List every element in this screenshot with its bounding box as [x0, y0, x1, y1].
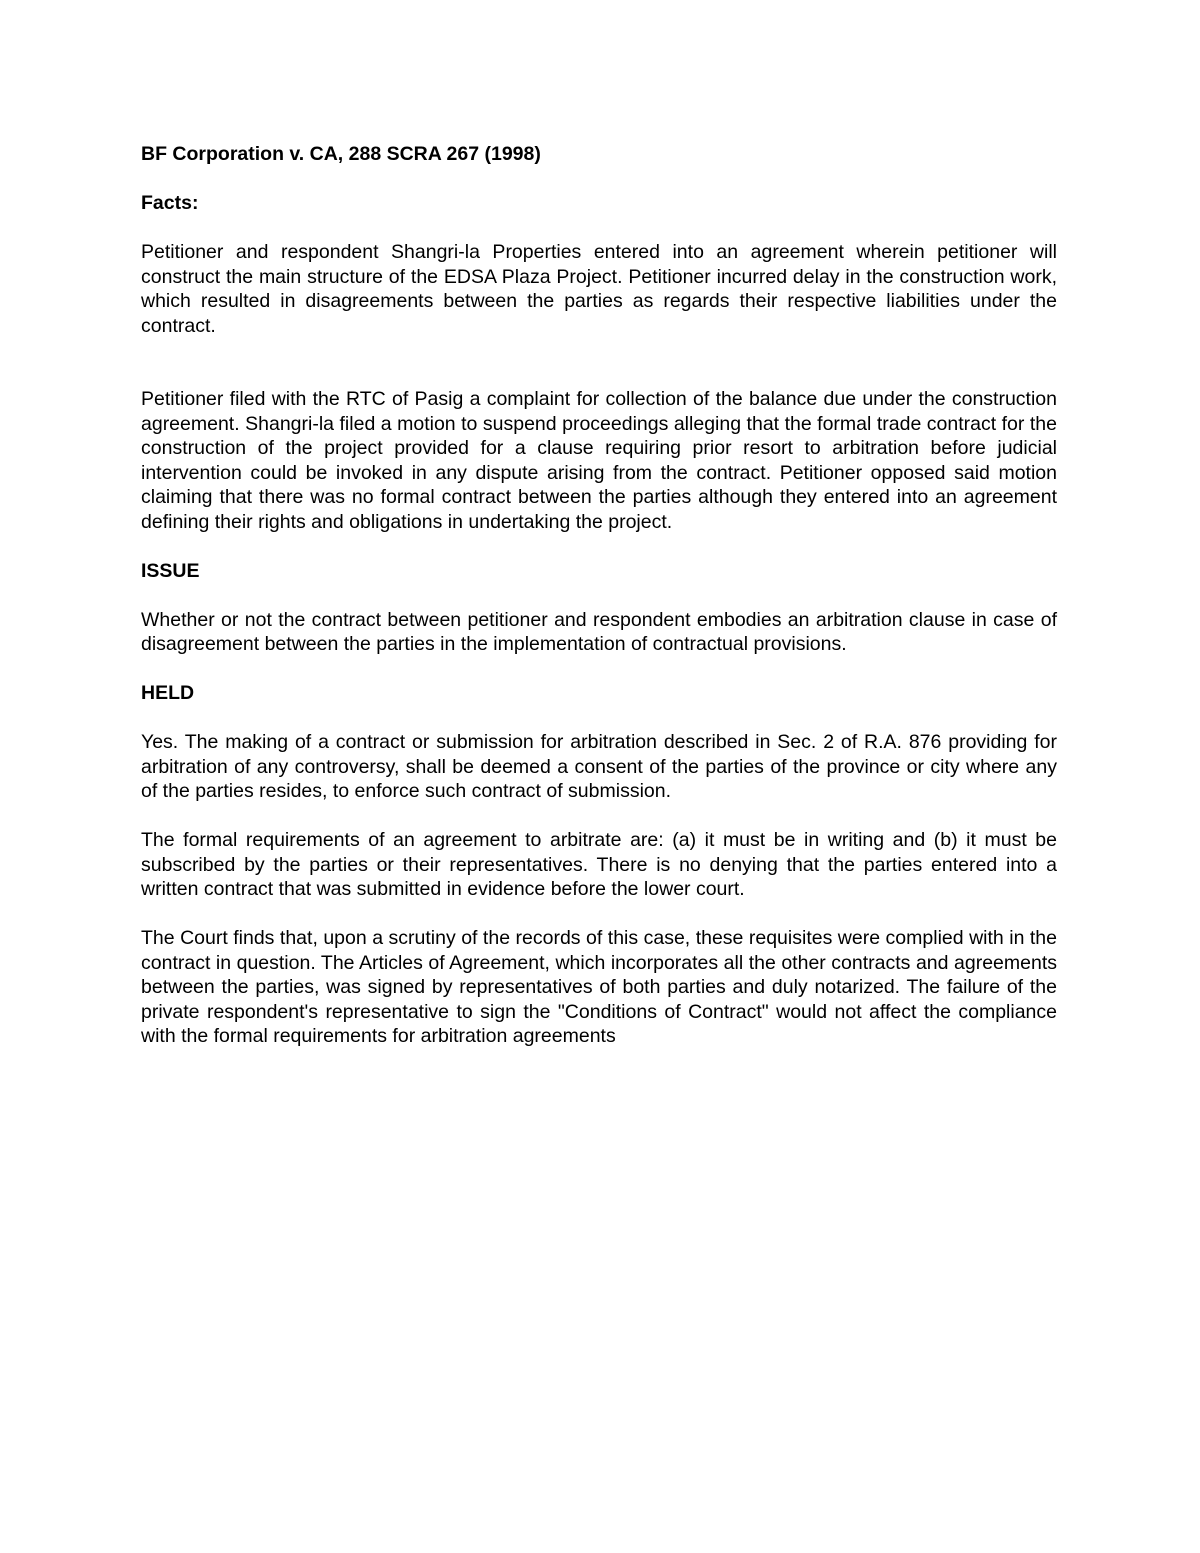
document-page [141, 142, 1057, 1049]
issue-heading: ISSUE [141, 559, 200, 582]
held-paragraph-3: The Court finds that, upon a scrutiny of the records of this case, these requisites were complied with in the contract in question. The Articles of Agreement, which incorporates all the other contracts and agreements between the parties, was signed by representatives of both parties and duly notarized. The failure of the private respondent's representative to sign the "Conditions of Contract" would not affect the compliance with the formal requirements for arbitration agreements [141, 927, 1057, 1047]
facts-paragraph-1: Petitioner and respondent Shangri-la Properties entered into an agreement wherein petitioner will construct the main structure of the EDSA Plaza Project. Petitioner incurred delay in the construction work, which resulted in disagreements between the parties as regards their respective liabilities under the contract. [141, 241, 1057, 337]
held-heading: HELD [141, 682, 195, 704]
facts-paragraph-2: Petitioner filed with the RTC of Pasig a complaint for collection of the balance due under the construction agreement. Shangri-la filed a motion to suspend proceedings alleging that the formal trade contract for the construction of the project provided for a clause requiring prior resort to arbitration before judicial intervention could be invoked in any dispute arising from the contract. Petitioner opposed said motion claiming that there was no formal contract between the parties although they entered into an agreement defining their rights and obligations in undertaking the project. [141, 388, 1057, 533]
document-title: BF Corporation v. CA, 288 SCRA 267 (1998) [141, 143, 541, 165]
issue-paragraph: Whether or not the contract between petitioner and respondent embodies an arbitration clause in case of disagreement between the parties in the implementation of contractual provisions. [141, 608, 1057, 655]
held-paragraph-1: Yes. The making of a contract or submission for arbitration described in Sec. 2 of R.A. 876 providing for arbitration of any controversy, shall be deemed a consent of the parties of the province or city where any of the parties resides, to enforce such contract of submission. [141, 731, 1057, 802]
held-paragraph-2: The formal requirements of an agreement to arbitrate are: (a) it must be in writing and (b) it must be subscribed by the parties or their representatives. There is no denying that the parties entered into a written contract that was submitted in evidence before the lower court. [141, 829, 1057, 900]
facts-heading: Facts: [141, 192, 199, 214]
